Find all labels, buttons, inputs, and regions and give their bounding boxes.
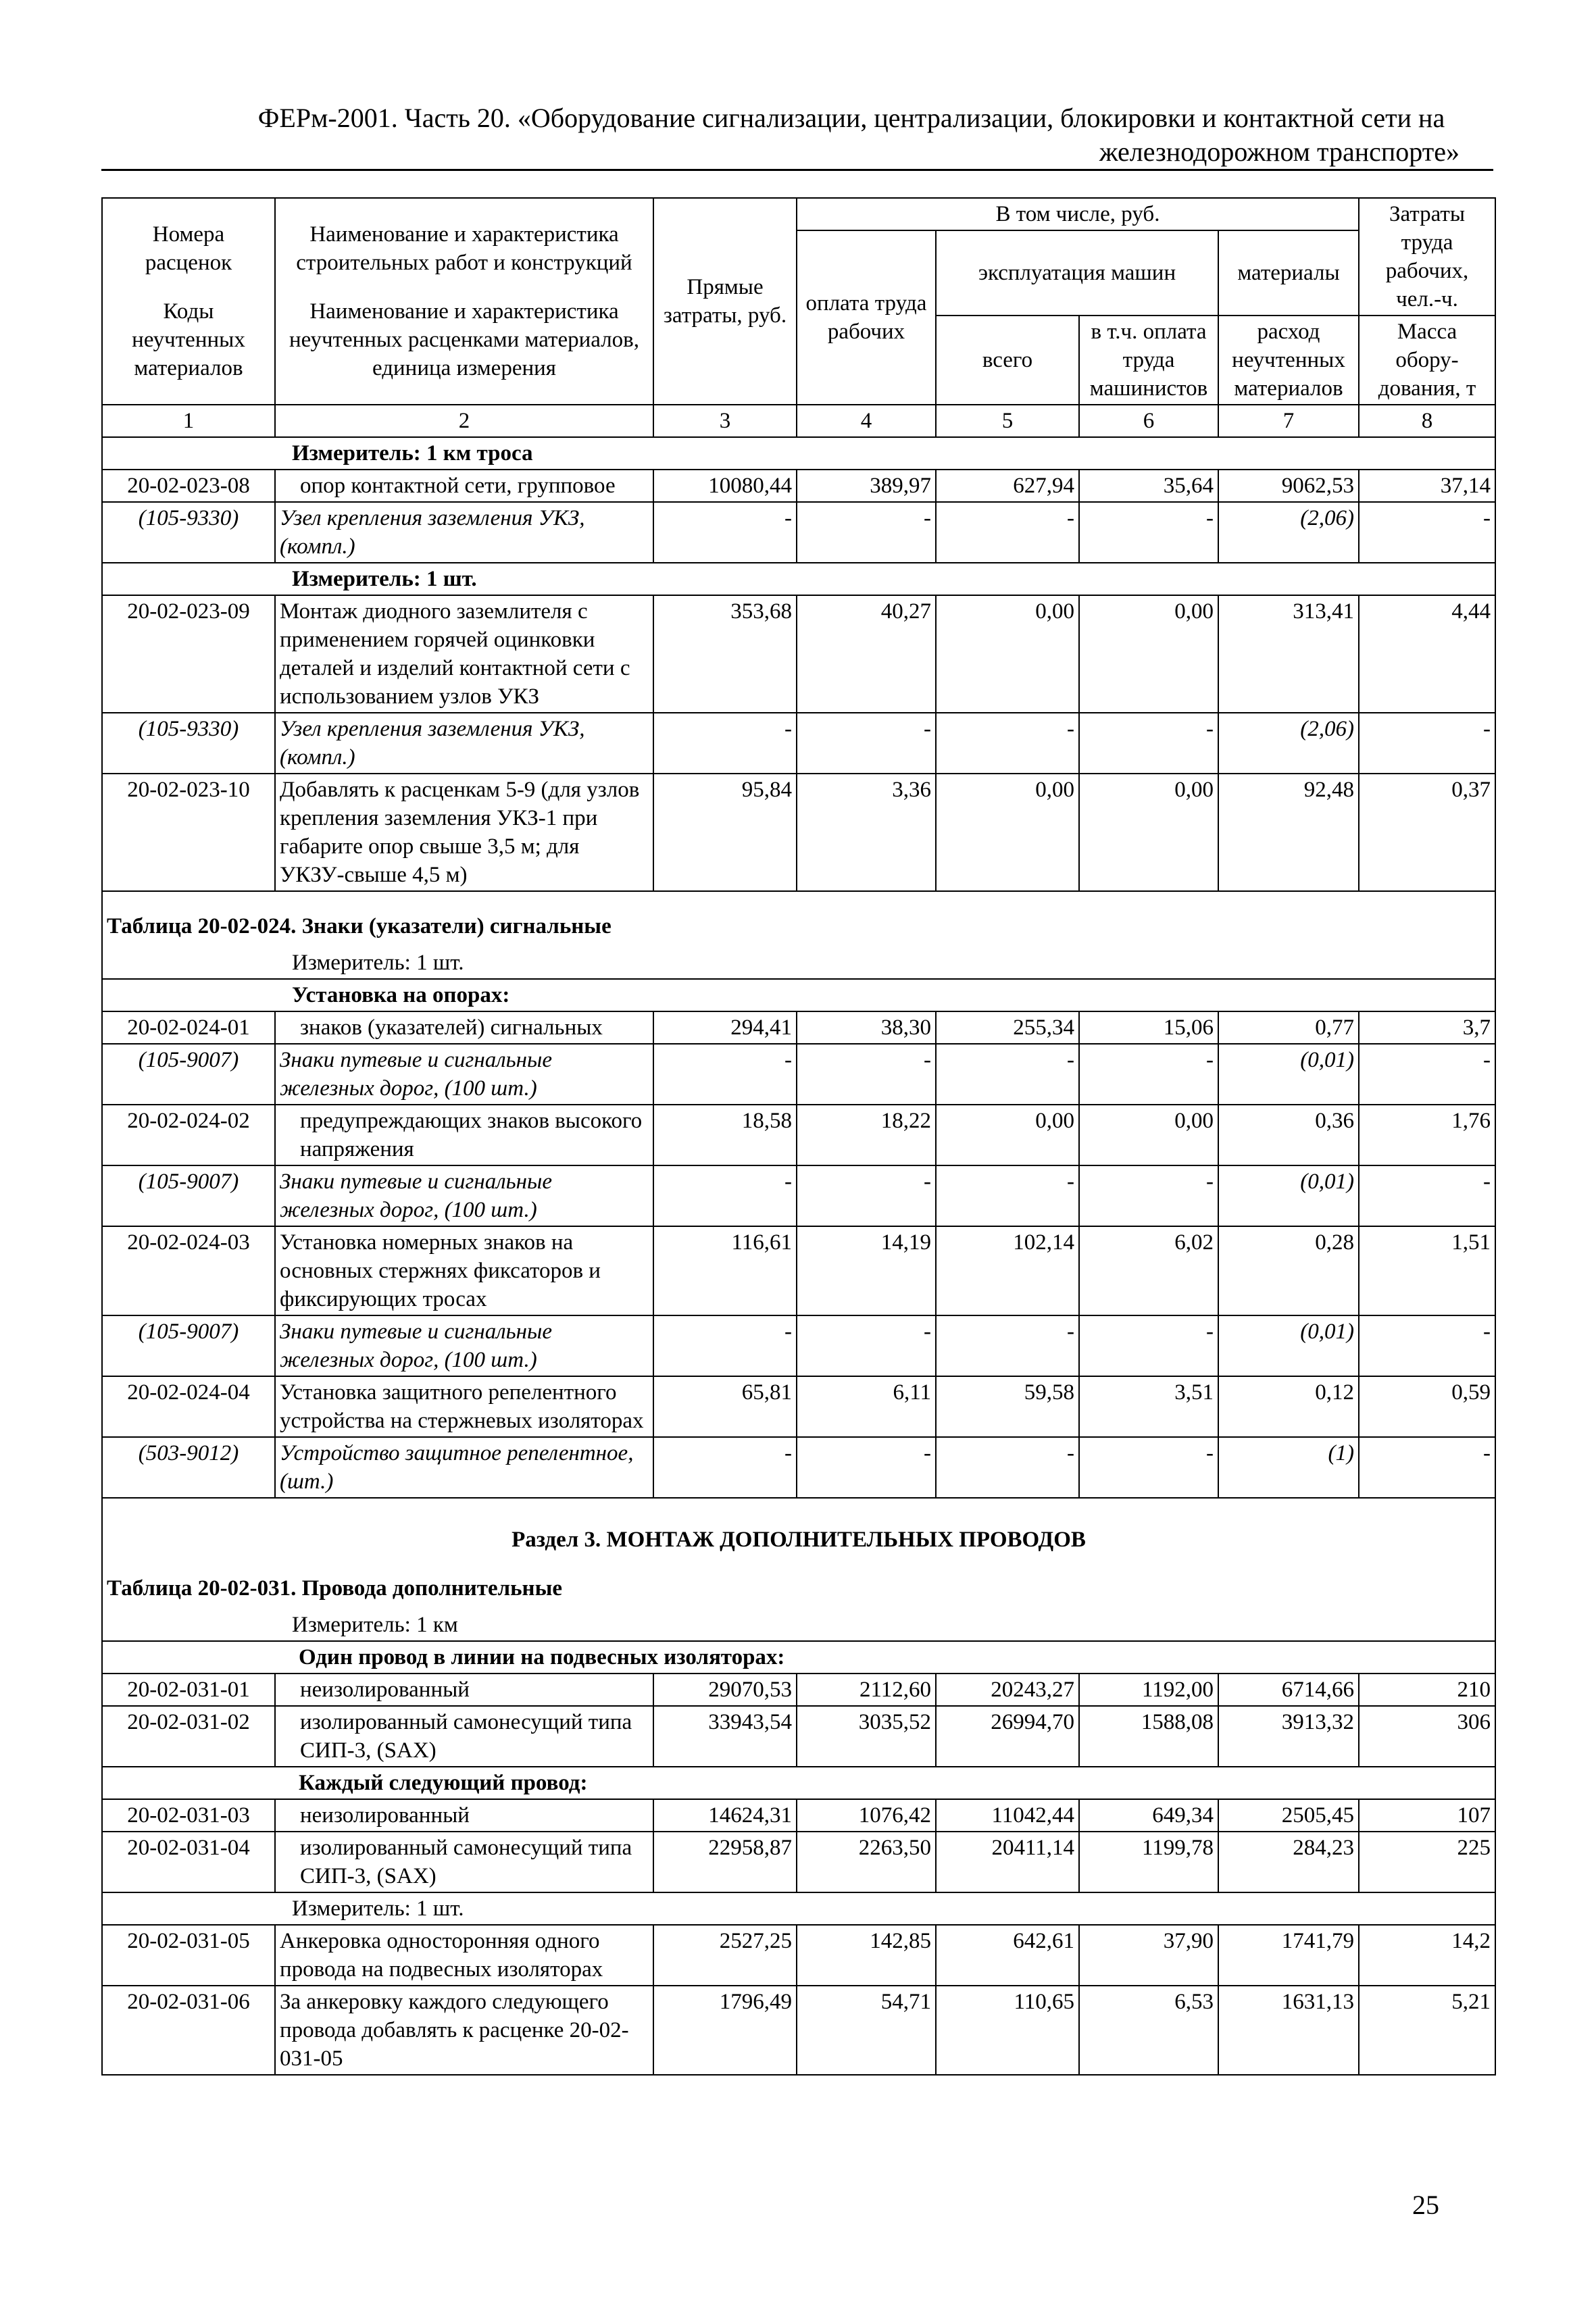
rate-name: За анкеровку каждого следующего провода добавлять к расценке 20-02-031-05 <box>275 1986 653 2075</box>
cell-v5: 110,65 <box>936 1986 1079 2075</box>
cell-v4: 2112,60 <box>797 1674 936 1706</box>
cell-v7: (0,01) <box>1218 1315 1359 1376</box>
cell-v7: 0,77 <box>1218 1011 1359 1044</box>
cell-v5: 59,58 <box>936 1376 1079 1437</box>
table-row <box>102 595 1495 713</box>
material-name: Устройство защитное репелентное, (шт.) <box>275 1437 653 1498</box>
material-code: (105-9007) <box>102 1044 275 1105</box>
cell-v5: 20411,14 <box>936 1832 1079 1892</box>
cell-v6: 0,00 <box>1079 774 1218 891</box>
cell-v5: 20243,27 <box>936 1674 1079 1706</box>
cell-v8: - <box>1359 1315 1495 1376</box>
cell-v7: 1631,13 <box>1218 1986 1359 2075</box>
col-header-total: всего <box>936 316 1079 405</box>
table-row <box>102 1105 1495 1165</box>
cell-v7: 9062,53 <box>1218 470 1359 502</box>
cell-v8: 5,21 <box>1359 1986 1495 2075</box>
cell-v7: (2,06) <box>1218 713 1359 774</box>
rate-name: опор контактной сети, групповое <box>275 470 653 502</box>
table-title-row <box>102 891 1495 947</box>
cell-v4: - <box>797 1437 936 1498</box>
rate-name: Монтаж диодного заземлителя с применением горячей оцинковки деталей и изделий контактной сети с использованием узлов УКЗ <box>275 595 653 713</box>
rate-name: изолированный самонесущий типа СИП-3, (SAX) <box>275 1832 653 1892</box>
table-row <box>102 1986 1495 2075</box>
measure-row <box>102 1609 1495 1641</box>
cell-v5: 102,14 <box>936 1226 1079 1315</box>
material-name: Знаки путевые и сигнальные железных дорог, (100 шт.) <box>275 1044 653 1105</box>
group-row <box>102 979 1495 1011</box>
cell-v6: 6,02 <box>1079 1226 1218 1315</box>
cell-v3: 10080,44 <box>653 470 797 502</box>
cell-v4: - <box>797 713 936 774</box>
col-header-machines: эксплуатация машин <box>936 230 1218 316</box>
col-num: 2 <box>275 405 653 437</box>
cell-v3: 18,58 <box>653 1105 797 1165</box>
cell-v6: 37,90 <box>1079 1925 1218 1986</box>
material-code: (105-9007) <box>102 1165 275 1226</box>
rate-code: 20-02-031-06 <box>102 1986 275 2075</box>
cell-v3: 2527,25 <box>653 1925 797 1986</box>
cell-v3: - <box>653 1315 797 1376</box>
cell-v7: 3913,32 <box>1218 1706 1359 1767</box>
rate-name: Установка номерных знаков на основных стержнях фиксаторов и фиксирующих тросах <box>275 1226 653 1315</box>
cell-v5: - <box>936 1437 1079 1498</box>
table-row <box>102 1376 1495 1437</box>
cell-v5: 11042,44 <box>936 1799 1079 1832</box>
cell-v4: 142,85 <box>797 1925 936 1986</box>
col-header-works: Наименование и характеристика строительных работ и конструкций <box>296 222 632 275</box>
table-row <box>102 1925 1495 1986</box>
material-name: Узел крепления заземления УКЗ, (компл.) <box>275 713 653 774</box>
cell-v6: 0,00 <box>1079 595 1218 713</box>
rate-code: 20-02-031-03 <box>102 1799 275 1832</box>
cell-v6: 1199,78 <box>1079 1832 1218 1892</box>
cell-v7: 0,36 <box>1218 1105 1359 1165</box>
col-header-including: В том числе, руб. <box>797 198 1359 230</box>
cell-v7: (2,06) <box>1218 502 1359 563</box>
cell-v3: - <box>653 1044 797 1105</box>
cell-v4: 3035,52 <box>797 1706 936 1767</box>
cell-v3: - <box>653 1437 797 1498</box>
cell-v6: - <box>1079 1437 1218 1498</box>
table-header-row <box>102 198 1495 230</box>
cell-v6: - <box>1079 713 1218 774</box>
cell-v3: 33943,54 <box>653 1706 797 1767</box>
rate-name: Установка защитного репелентного устройства на стержневых изоляторах <box>275 1376 653 1437</box>
cell-v3: 95,84 <box>653 774 797 891</box>
measure-label: Измеритель: 1 шт. <box>102 563 1495 595</box>
cell-v3: 29070,53 <box>653 1674 797 1706</box>
cell-v5: 0,00 <box>936 774 1079 891</box>
group-row <box>102 1767 1495 1799</box>
section-title: Раздел 3. МОНТАЖ ДОПОЛНИТЕЛЬНЫХ ПРОВОДОВ <box>102 1498 1495 1574</box>
measure-row <box>102 437 1495 470</box>
cell-v4: - <box>797 1315 936 1376</box>
cell-v3: - <box>653 1165 797 1226</box>
cell-v6: - <box>1079 1165 1218 1226</box>
cell-v8: - <box>1359 713 1495 774</box>
cell-v8: 0,59 <box>1359 1376 1495 1437</box>
cell-v8: 1,51 <box>1359 1226 1495 1315</box>
cell-v8: 306 <box>1359 1706 1495 1767</box>
cell-v5: - <box>936 1165 1079 1226</box>
cell-v5: 642,61 <box>936 1925 1079 1986</box>
cell-v7: 0,12 <box>1218 1376 1359 1437</box>
col-header-direct-costs: Прямые затраты, руб. <box>653 198 797 405</box>
cell-v3: 294,41 <box>653 1011 797 1044</box>
cell-v7: 0,28 <box>1218 1226 1359 1315</box>
col-num: 6 <box>1079 405 1218 437</box>
rate-code: 20-02-031-01 <box>102 1674 275 1706</box>
material-row <box>102 1437 1495 1498</box>
cell-v7: (0,01) <box>1218 1165 1359 1226</box>
cell-v4: 1076,42 <box>797 1799 936 1832</box>
header-line-2: железнодорожном транспорте» <box>1099 136 1460 167</box>
cell-v6: 1588,08 <box>1079 1706 1218 1767</box>
section-title-row <box>102 1498 1495 1574</box>
cell-v8: - <box>1359 1044 1495 1105</box>
col-num: 7 <box>1218 405 1359 437</box>
cell-v6: 649,34 <box>1079 1799 1218 1832</box>
cell-v8: 3,7 <box>1359 1011 1495 1044</box>
col-num: 1 <box>102 405 275 437</box>
cell-v7: 284,23 <box>1218 1832 1359 1892</box>
table-row <box>102 1674 1495 1706</box>
material-name: Знаки путевые и сигнальные железных дорог, (100 шт.) <box>275 1165 653 1226</box>
cell-v4: 18,22 <box>797 1105 936 1165</box>
cell-v3: 1796,49 <box>653 1986 797 2075</box>
cell-v7: 92,48 <box>1218 774 1359 891</box>
cell-v7: 313,41 <box>1218 595 1359 713</box>
cell-v7: 6714,66 <box>1218 1674 1359 1706</box>
cell-v6: 15,06 <box>1079 1011 1218 1044</box>
material-name: Узел крепления заземления УКЗ, (компл.) <box>275 502 653 563</box>
cell-v4: 38,30 <box>797 1011 936 1044</box>
measure-row <box>102 947 1495 979</box>
table-row <box>102 1011 1495 1044</box>
cell-v5: 627,94 <box>936 470 1079 502</box>
col-num: 4 <box>797 405 936 437</box>
cell-v8: 210 <box>1359 1674 1495 1706</box>
cell-v8: 107 <box>1359 1799 1495 1832</box>
table-row <box>102 470 1495 502</box>
col-header-mat-usage: расход неучтенных материалов <box>1218 316 1359 405</box>
cell-v5: 26994,70 <box>936 1706 1079 1767</box>
rate-name: предупреждающих знаков высокого напряжения <box>275 1105 653 1165</box>
table-title: Таблица 20-02-024. Знаки (указатели) сигнальные <box>102 891 1495 947</box>
cell-v4: 54,71 <box>797 1986 936 2075</box>
cell-v3: - <box>653 502 797 563</box>
rates-table <box>101 197 1496 2076</box>
cell-v7: 2505,45 <box>1218 1799 1359 1832</box>
cell-v3: 116,61 <box>653 1226 797 1315</box>
material-code: (503-9012) <box>102 1437 275 1498</box>
measure-row <box>102 1892 1495 1925</box>
cell-v4: 389,97 <box>797 470 936 502</box>
material-code: (105-9330) <box>102 502 275 563</box>
col-header-wages: оплата труда рабочих <box>797 230 936 405</box>
cell-v6: - <box>1079 1044 1218 1105</box>
cell-v8: - <box>1359 1437 1495 1498</box>
col-num: 5 <box>936 405 1079 437</box>
cell-v6: 0,00 <box>1079 1105 1218 1165</box>
rate-name: Анкеровка односторонняя одного провода на подвесных изоляторах <box>275 1925 653 1986</box>
rate-code: 20-02-023-10 <box>102 774 275 891</box>
table-row <box>102 1226 1495 1315</box>
cell-v3: 65,81 <box>653 1376 797 1437</box>
rate-code: 20-02-031-05 <box>102 1925 275 1986</box>
material-row <box>102 1315 1495 1376</box>
material-name: Знаки путевые и сигнальные железных дорог, (100 шт.) <box>275 1315 653 1376</box>
rate-code: 20-02-024-03 <box>102 1226 275 1315</box>
col-header-rates: Номера расценок <box>145 222 232 275</box>
col-num: 3 <box>653 405 797 437</box>
rate-name: Добавлять к расценкам 5-9 (для узлов крепления заземления УКЗ-1 при габарите опор свыше 3,5 м; для УКЗУ-свыше 4,5 м) <box>275 774 653 891</box>
cell-v4: 14,19 <box>797 1226 936 1315</box>
group-label: Каждый следующий провод: <box>102 1767 1495 1799</box>
cell-v4: 2263,50 <box>797 1832 936 1892</box>
cell-v4: - <box>797 1165 936 1226</box>
table-row <box>102 1706 1495 1767</box>
measure-row <box>102 563 1495 595</box>
cell-v3: 22958,87 <box>653 1832 797 1892</box>
group-label: Установка на опорах: <box>102 979 1495 1011</box>
cell-v4: 40,27 <box>797 595 936 713</box>
rate-code: 20-02-023-09 <box>102 595 275 713</box>
cell-v3: - <box>653 713 797 774</box>
col-num: 8 <box>1359 405 1495 437</box>
table-row <box>102 1799 1495 1832</box>
cell-v4: 3,36 <box>797 774 936 891</box>
material-row <box>102 1165 1495 1226</box>
cell-v3: 14624,31 <box>653 1799 797 1832</box>
rate-name: неизолированный <box>275 1799 653 1832</box>
rate-code: 20-02-023-08 <box>102 470 275 502</box>
cell-v6: 35,64 <box>1079 470 1218 502</box>
cell-v8: 0,37 <box>1359 774 1495 891</box>
header-rule <box>101 169 1493 171</box>
material-code: (105-9007) <box>102 1315 275 1376</box>
cell-v7: (1) <box>1218 1437 1359 1498</box>
rate-name: изолированный самонесущий типа СИП-3, (SAX) <box>275 1706 653 1767</box>
col-header-material-codes: Коды неучтенных материалов <box>132 299 245 380</box>
rate-code: 20-02-024-04 <box>102 1376 275 1437</box>
col-header-labor: Затраты труда рабочих, чел.-ч. <box>1359 198 1495 316</box>
cell-v3: 353,68 <box>653 595 797 713</box>
cell-v8: 4,44 <box>1359 595 1495 713</box>
cell-v6: 3,51 <box>1079 1376 1218 1437</box>
cell-v8: - <box>1359 1165 1495 1226</box>
column-numbers-row <box>102 405 1495 437</box>
cell-v5: - <box>936 1315 1079 1376</box>
material-row <box>102 713 1495 774</box>
cell-v5: - <box>936 502 1079 563</box>
cell-v7: (0,01) <box>1218 1044 1359 1105</box>
measure-label: Измеритель: 1 км троса <box>102 437 1495 470</box>
cell-v6: - <box>1079 502 1218 563</box>
col-header-codes <box>102 198 275 405</box>
rate-name: неизолированный <box>275 1674 653 1706</box>
cell-v5: 255,34 <box>936 1011 1079 1044</box>
col-header-operators: в т.ч. оплата труда машинистов <box>1079 316 1218 405</box>
cell-v8: 14,2 <box>1359 1925 1495 1986</box>
measure-label: Измеритель: 1 шт. <box>102 947 1495 979</box>
cell-v6: 1192,00 <box>1079 1674 1218 1706</box>
rate-name: знаков (указателей) сигнальных <box>275 1011 653 1044</box>
page-number: 25 <box>1412 2190 1439 2220</box>
group-label: Один провод в линии на подвесных изоляторах: <box>102 1641 1495 1674</box>
col-header-materials: Наименование и характеристика неучтенных расценками материалов, единица измерения <box>289 299 640 380</box>
cell-v4: - <box>797 502 936 563</box>
rate-code: 20-02-024-02 <box>102 1105 275 1165</box>
table-row <box>102 774 1495 891</box>
cell-v5: 0,00 <box>936 1105 1079 1165</box>
rate-code: 20-02-024-01 <box>102 1011 275 1044</box>
cell-v8: - <box>1359 502 1495 563</box>
material-row <box>102 502 1495 563</box>
cell-v8: 37,14 <box>1359 470 1495 502</box>
measure-label: Измеритель: 1 шт. <box>102 1892 1495 1925</box>
table-row <box>102 1832 1495 1892</box>
rate-code: 20-02-031-04 <box>102 1832 275 1892</box>
table-title-row <box>102 1574 1495 1609</box>
cell-v5: - <box>936 713 1079 774</box>
col-header-mass: Масса обору-дования, т <box>1359 316 1495 405</box>
material-row <box>102 1044 1495 1105</box>
col-header-names <box>275 198 653 405</box>
group-row <box>102 1641 1495 1674</box>
measure-label: Измеритель: 1 км <box>102 1609 1495 1641</box>
header-line-1: ФЕРм-2001. Часть 20. «Оборудование сигнализации, централизации, блокировки и контактной сети на <box>257 103 1445 133</box>
cell-v8: 1,76 <box>1359 1105 1495 1165</box>
cell-v8: 225 <box>1359 1832 1495 1892</box>
cell-v6: 6,53 <box>1079 1986 1218 2075</box>
cell-v5: - <box>936 1044 1079 1105</box>
page-header <box>230 101 1473 169</box>
cell-v5: 0,00 <box>936 595 1079 713</box>
cell-v4: - <box>797 1044 936 1105</box>
rate-code: 20-02-031-02 <box>102 1706 275 1767</box>
col-header-mat: материалы <box>1218 230 1359 316</box>
cell-v6: - <box>1079 1315 1218 1376</box>
cell-v4: 6,11 <box>797 1376 936 1437</box>
cell-v7: 1741,79 <box>1218 1925 1359 1986</box>
material-code: (105-9330) <box>102 713 275 774</box>
table-title: Таблица 20-02-031. Провода дополнительные <box>102 1574 1495 1609</box>
